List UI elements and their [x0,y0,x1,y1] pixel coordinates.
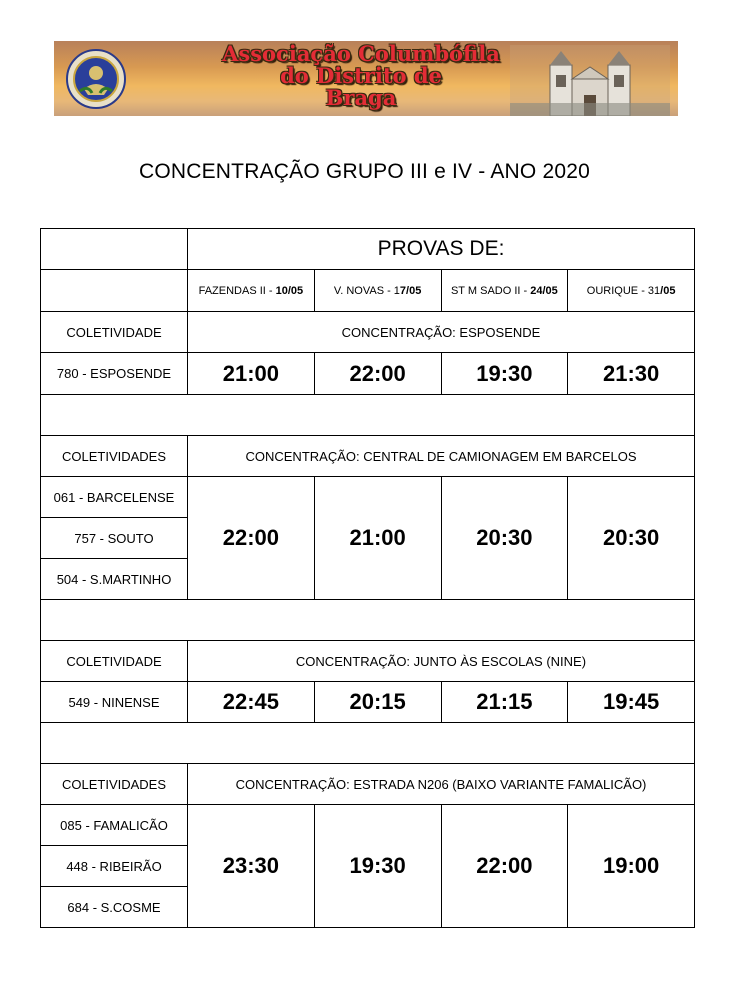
prova-header: FAZENDAS II - 10/05 [188,270,315,312]
club-name: 684 - S.COSME [41,887,188,928]
time-cell: 20:15 [314,682,441,723]
empty-cell [41,229,188,270]
spacer-cell [41,600,695,641]
table-row [41,641,695,682]
time-cell: 20:30 [568,477,695,600]
prova-header: V. NOVAS - 17/05 [314,270,441,312]
club-name: 085 - FAMALICÃO [41,805,188,846]
provas-heading: PROVAS DE: [188,229,695,270]
spacer-cell [41,723,695,764]
table-row [41,764,695,805]
club-name: 061 - BARCELENSE [41,477,188,518]
concentracao-label: CONCENTRAÇÃO: ESPOSENDE [188,312,695,353]
time-cell: 22:00 [314,353,441,395]
section-header: COLETIVIDADE [41,312,188,353]
time-cell: 21:00 [188,353,315,395]
table-row [41,353,695,395]
time-cell: 19:30 [314,805,441,928]
table-row [41,436,695,477]
time-cell: 21:30 [568,353,695,395]
association-banner [54,41,678,116]
section-header: COLETIVIDADES [41,764,188,805]
time-cell: 23:30 [188,805,315,928]
club-name: 549 - NINENSE [41,682,188,723]
time-cell: 20:30 [441,477,568,600]
table-row [41,682,695,723]
club-name: 504 - S.MARTINHO [41,559,188,600]
church-icon [510,45,670,116]
club-name: 448 - RIBEIRÃO [41,846,188,887]
banner-line-1: Associação Columbófila [222,41,500,66]
time-cell: 21:00 [314,477,441,600]
table-row [41,312,695,353]
time-cell: 19:45 [568,682,695,723]
time-cell: 22:00 [441,805,568,928]
prova-header: OURIQUE - 31/05 [568,270,695,312]
table-row [41,229,695,270]
time-cell: 19:30 [441,353,568,395]
banner-line-2: do Distrito de [280,63,442,88]
time-cell: 22:00 [188,477,315,600]
spacer-row [41,723,695,764]
concentration-table [40,228,695,928]
spacer-row [41,395,695,436]
club-name: 780 - ESPOSENDE [41,353,188,395]
spacer-cell [41,395,695,436]
section-header: COLETIVIDADES [41,436,188,477]
prova-header: ST M SADO II - 24/05 [441,270,568,312]
banner-line-3: Braga [325,85,397,110]
spacer-row [41,600,695,641]
table-row [41,805,695,846]
concentracao-label: CONCENTRAÇÃO: CENTRAL DE CAMIONAGEM EM BARCELOS [188,436,695,477]
concentracao-label: CONCENTRAÇÃO: JUNTO ÀS ESCOLAS (NINE) [188,641,695,682]
time-cell: 22:45 [188,682,315,723]
empty-cell [41,270,188,312]
association-seal-icon [66,49,126,109]
club-name: 757 - SOUTO [41,518,188,559]
section-header: COLETIVIDADE [41,641,188,682]
time-cell: 21:15 [441,682,568,723]
concentracao-label: CONCENTRAÇÃO: ESTRADA N206 (BAIXO VARIANTE FAMALICÃO) [188,764,695,805]
document-title: CONCENTRAÇÃO GRUPO III e IV - ANO 2020 [138,160,591,183]
time-cell: 19:00 [568,805,695,928]
table-row [41,477,695,518]
table-row [41,270,695,312]
